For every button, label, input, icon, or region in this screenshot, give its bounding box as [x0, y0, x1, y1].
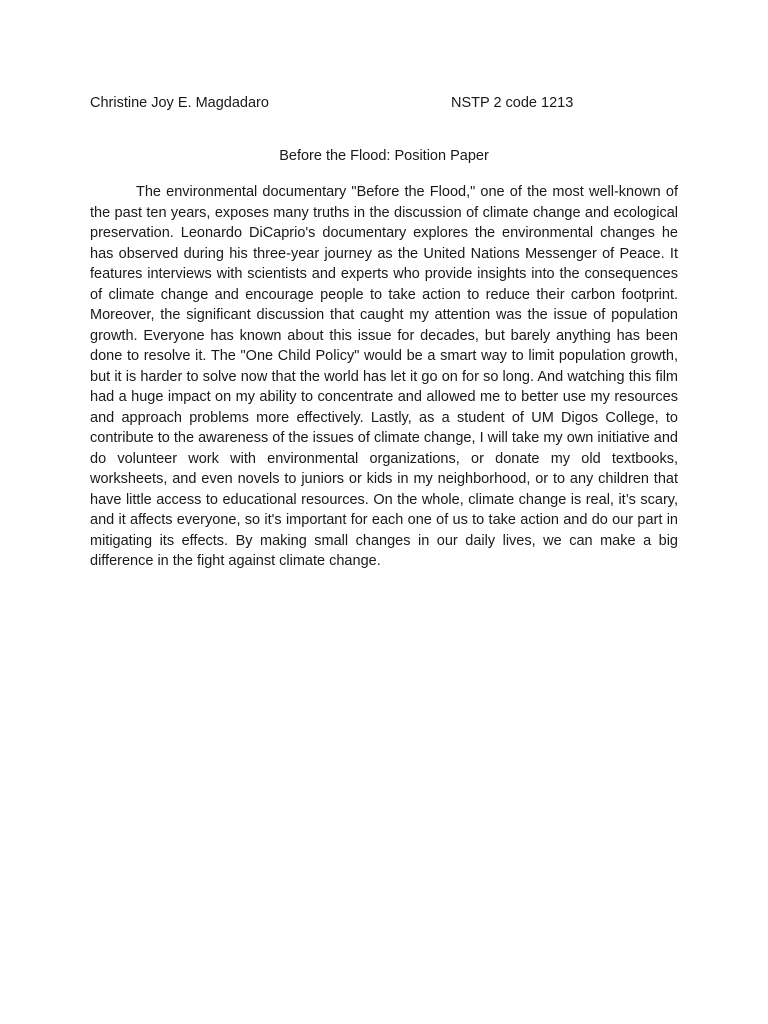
author-name: Christine Joy E. Magdadaro	[90, 95, 269, 111]
body-paragraph: The environmental documentary "Before the Flood," one of the most well-known of the past ten years, exposes many truths in the discussion of climate change and ecological preservation. Leonardo DiCaprio's documentary explores the environmental changes he has observed during his three-year journey as the United Nations Messenger of Peace. It features interviews with scientists and experts who provide insights into the consequences of climate change and encourage people to take action to reduce their carbon footprint. Moreover, the significant discussion that caught my attention was the issue of population growth. Everyone has known about this issue for decades, but barely anything has been done to resolve it. The "One Child Policy" would be a smart way to limit population growth, but it is harder to solve now that the world has let it go on for so long. And watching this film had a huge impact on my ability to concentrate and allowed me to better use my resources and approach problems more effectively. Lastly, as a student of UM Digos College, to contribute to the awareness of the issues of climate change, I will take my own initiative and do volunteer work with environmental organizations, or donate my old textbooks, worksheets, and even novels to juniors or kids in my neighborhood, or to any children that have little access to educational resources. On the whole, climate change is real, it’s scary, and it affects everyone, so it's important for each one of us to take action and do our part in mitigating its effects. By making small changes in our daily lives, we can make a big difference in the fight against climate change.	[90, 184, 678, 569]
document-title: Before the Flood: Position Paper	[279, 148, 489, 164]
course-code: NSTP 2 code 1213	[451, 95, 574, 111]
document-header	[90, 93, 680, 113]
